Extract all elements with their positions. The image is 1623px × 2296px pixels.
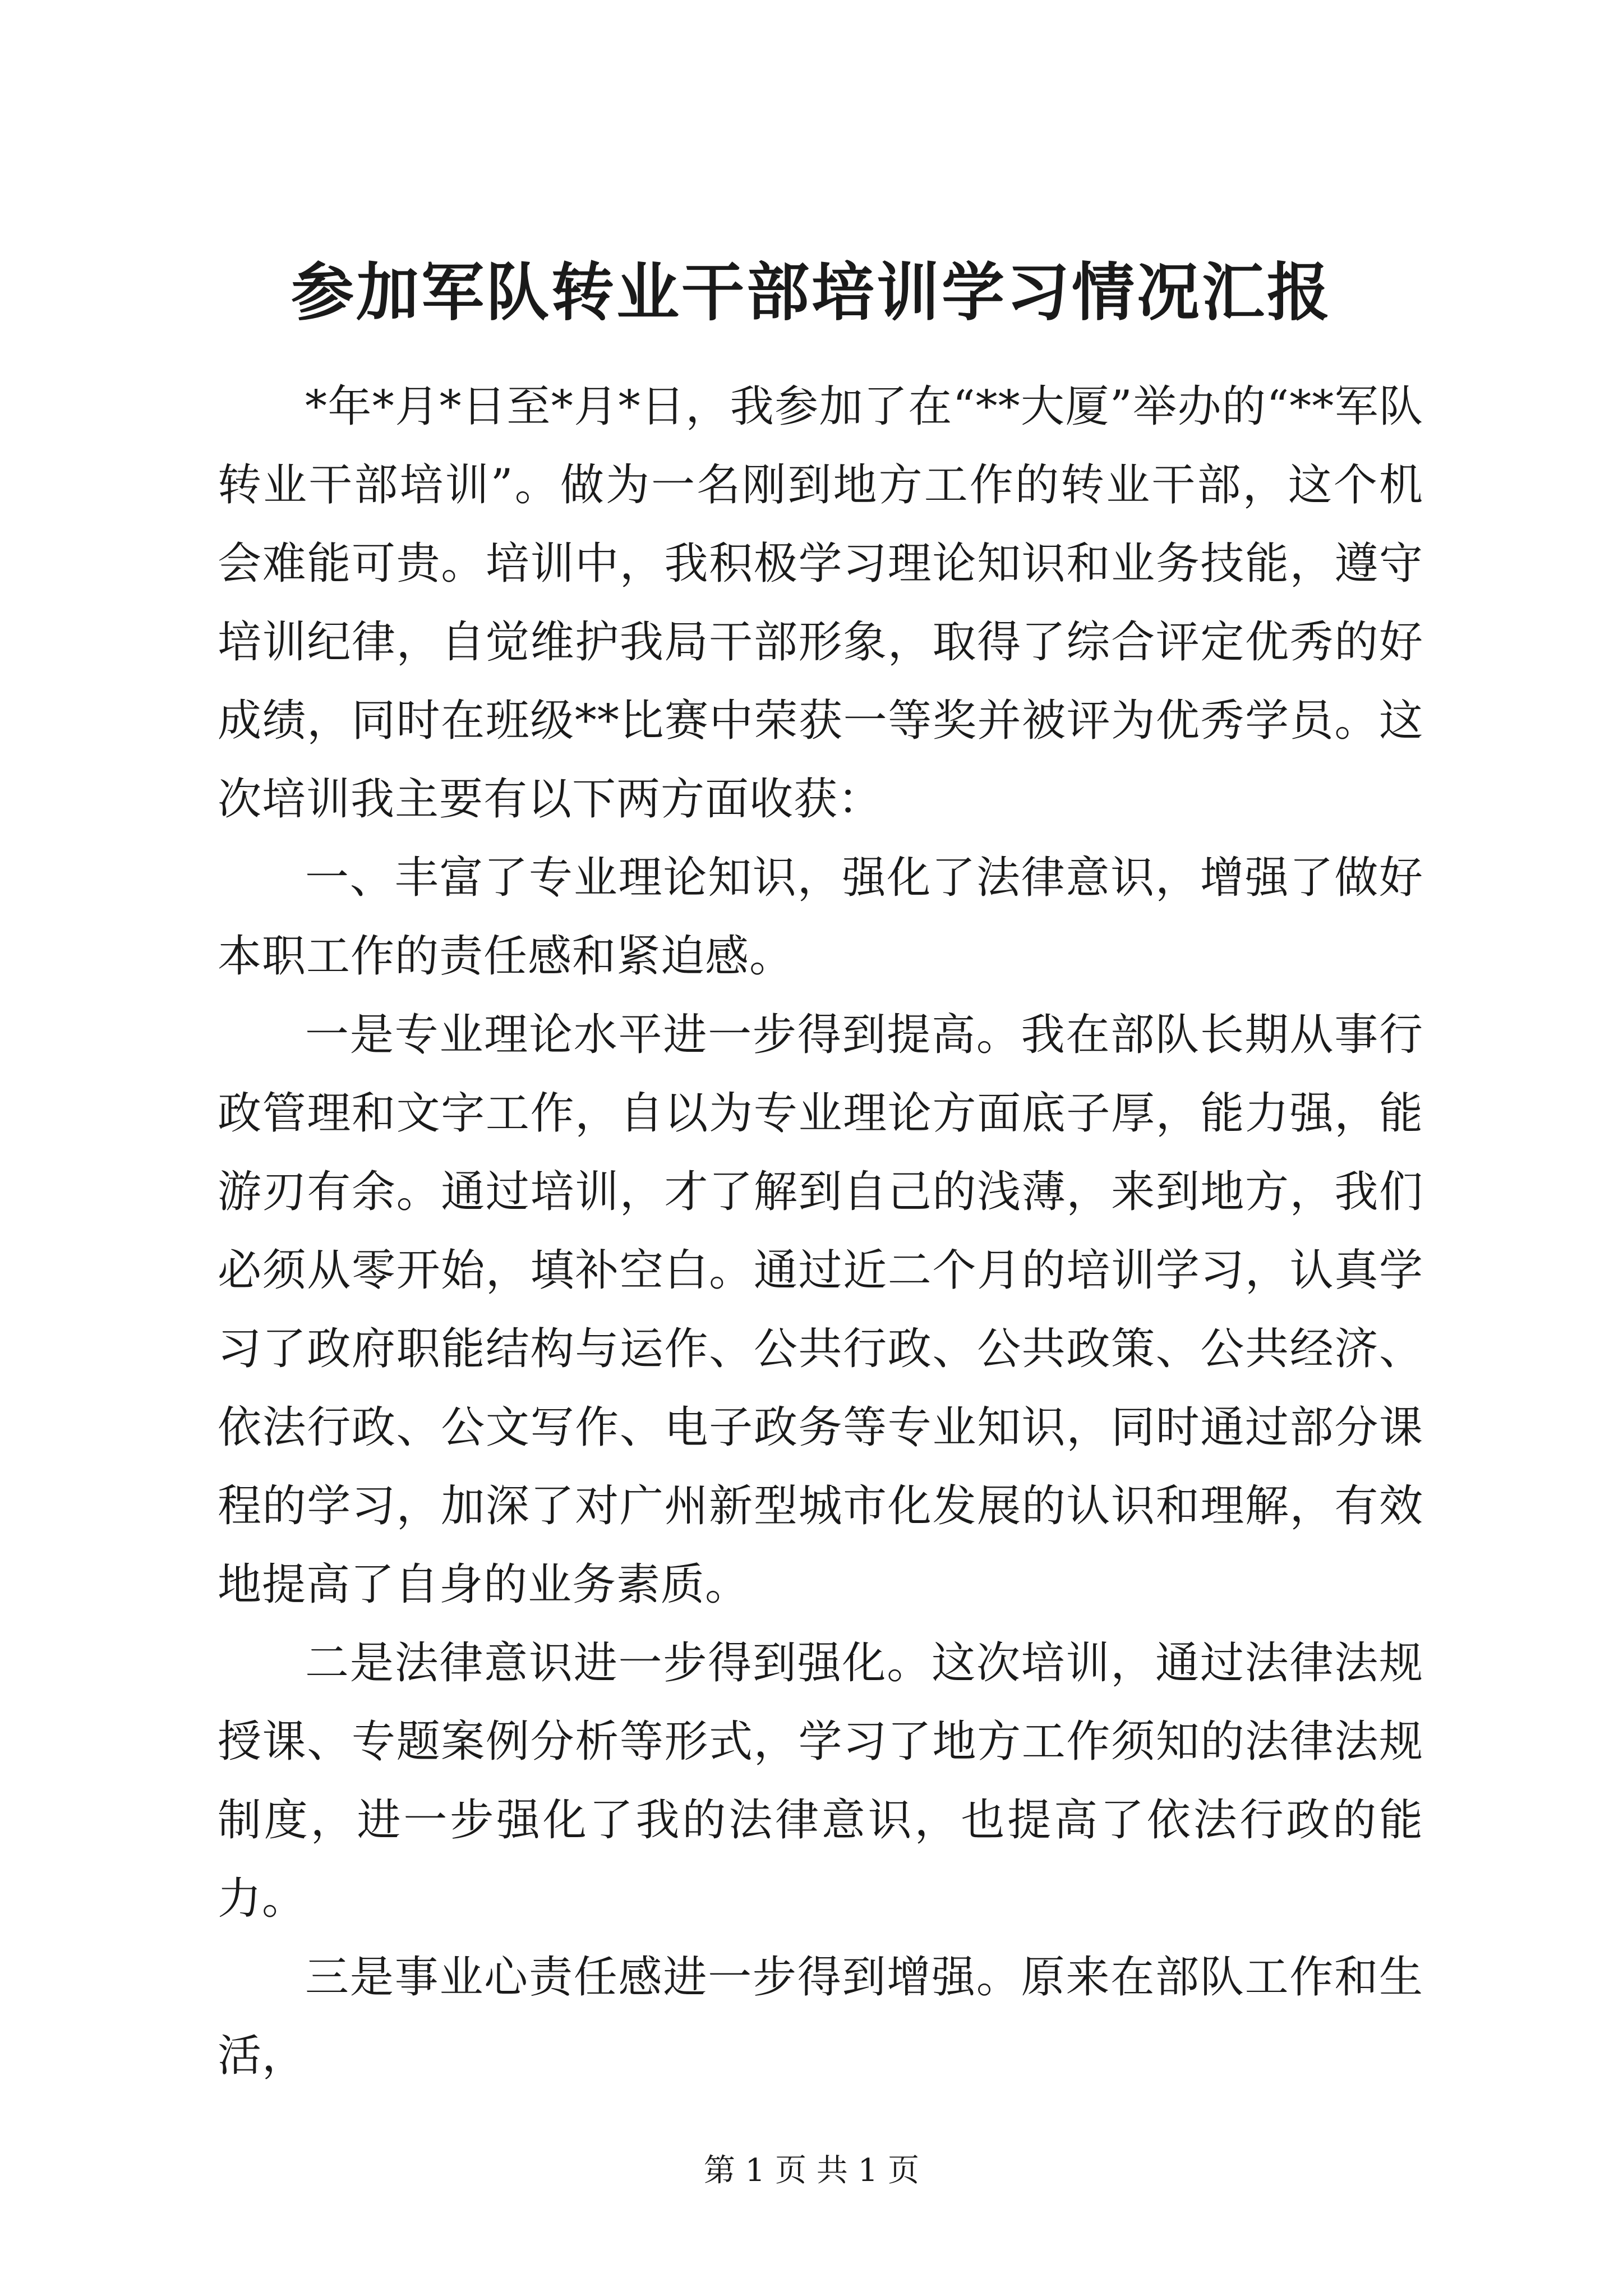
document-body — [218, 367, 1423, 2095]
paragraph-section-heading: 一、丰富了专业理论知识，强化了法律意识，增强了做好本职工作的责任感和紧迫感。 — [218, 853, 1423, 982]
page-footer: 第 1 页 共 1 页 — [703, 2152, 920, 2189]
document-title: 参加军队转业干部培训学习情况汇报 — [291, 256, 1332, 329]
paragraph-point-three: 三是事业心责任感进一步得到增强。原来在部队工作和生活， — [218, 1952, 1423, 2081]
paragraph-point-one: 一是专业理论水平进一步得到提高。我在部队长期从事行政管理和文字工作，自以为专业理论方面底子厚，能力强，能游刃有余。通过培训，才了解到自己的浅薄，来到地方，我们必须从零开始，填补空白。通过近二个月的培训学习，认真学习了政府职能结构与运作、公共行政、公共政策、公共经济、依法行政、公文写作、电子政务等专业知识，同时通过部分课程的学习，加深了对广州新型城市化发展的认识和理解，有效地提高了自身的业务素质。 — [218, 1010, 1423, 1610]
paragraph-intro: *年*月*日至*月*日，我参加了在“**大厦”举办的“**军队转业干部培训”。做为一名刚到地方工作的转业干部，这个机会难能可贵。培训中，我积极学习理论知识和业务技能，遵守培训纪律，自觉维护我局干部形象，取得了综合评定优秀的好成绩，同时在班级**比赛中荣获一等奖并被评为优秀学员。这次培训我主要有以下两方面收获： — [218, 381, 1423, 825]
paragraph-point-two: 二是法律意识进一步得到强化。这次培训，通过法律法规授课、专题案例分析等形式，学习了地方工作须知的法律法规制度，进一步强化了我的法律意识，也提高了依法行政的能力。 — [218, 1638, 1423, 1924]
